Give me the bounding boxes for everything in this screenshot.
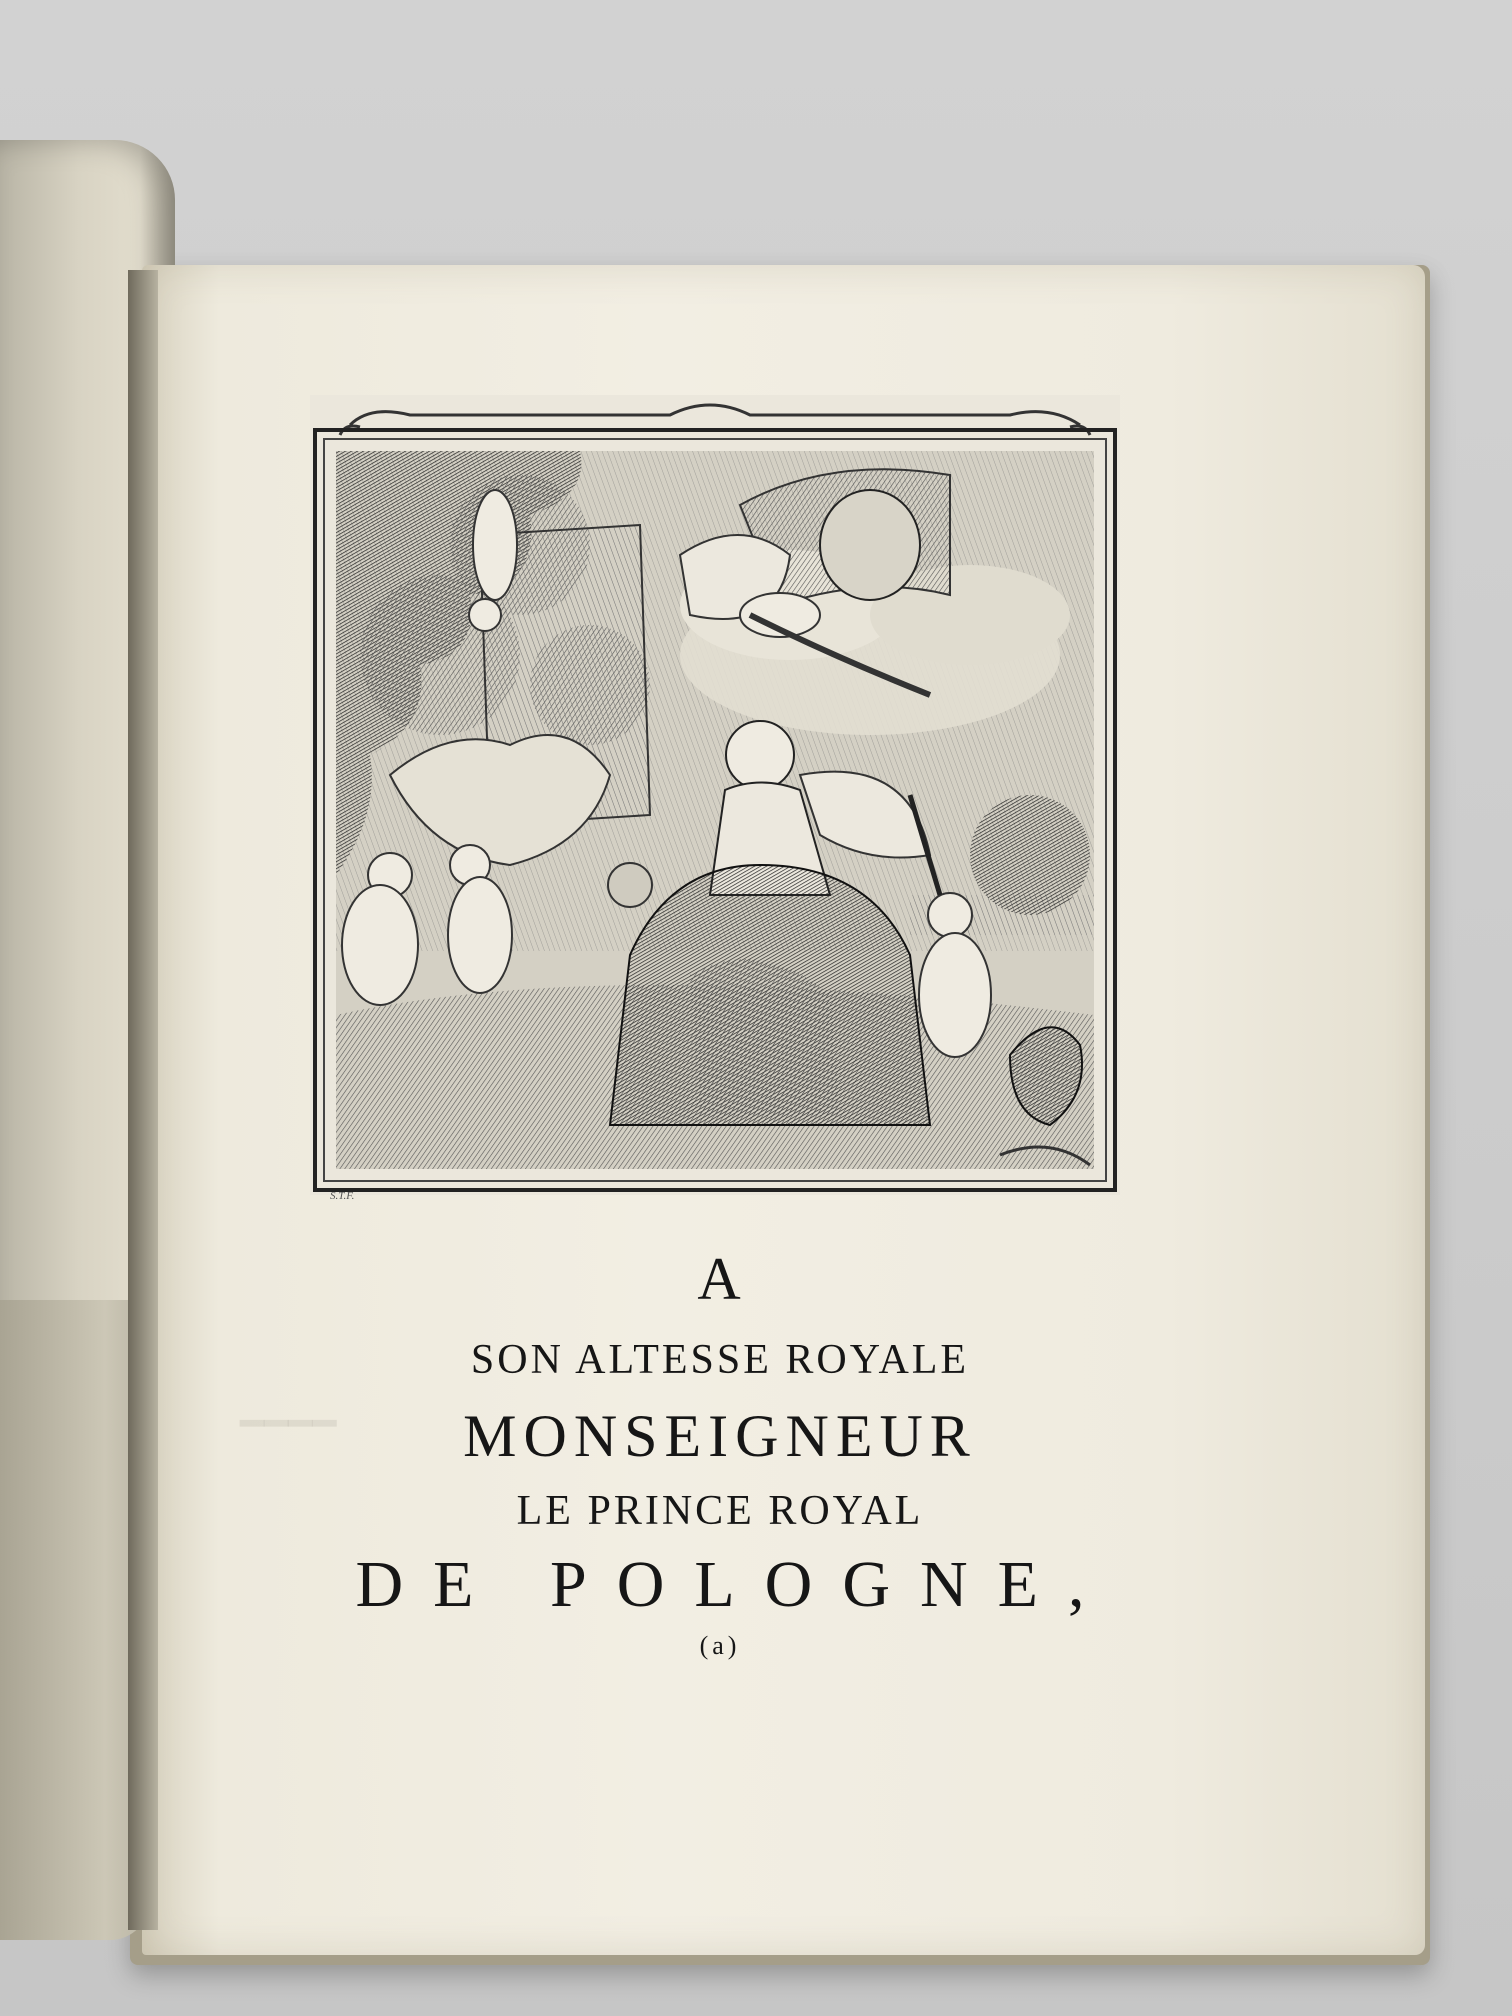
dedication-block xyxy=(190,1235,1250,1661)
engraver-mark: S.T.F. xyxy=(330,1190,355,1202)
dedication-line-son-altesse: SON ALTESSE ROYALE xyxy=(470,1337,970,1383)
dedication-line-a: A xyxy=(697,1246,743,1312)
engraving-plate xyxy=(310,395,1120,1195)
dedication-line-de-pologne: DE POLOGNE, xyxy=(355,1548,1115,1621)
engraving-illustration xyxy=(310,395,1120,1195)
dedication-line-monseigneur: MONSEIGNEUR xyxy=(463,1403,977,1469)
show-through-text: ━━━━ xyxy=(240,1401,337,1446)
signature-mark: (a) xyxy=(699,1631,741,1660)
book-gutter xyxy=(128,270,158,1930)
dedication-line-prince-royal: LE PRINCE ROYAL xyxy=(516,1488,924,1534)
